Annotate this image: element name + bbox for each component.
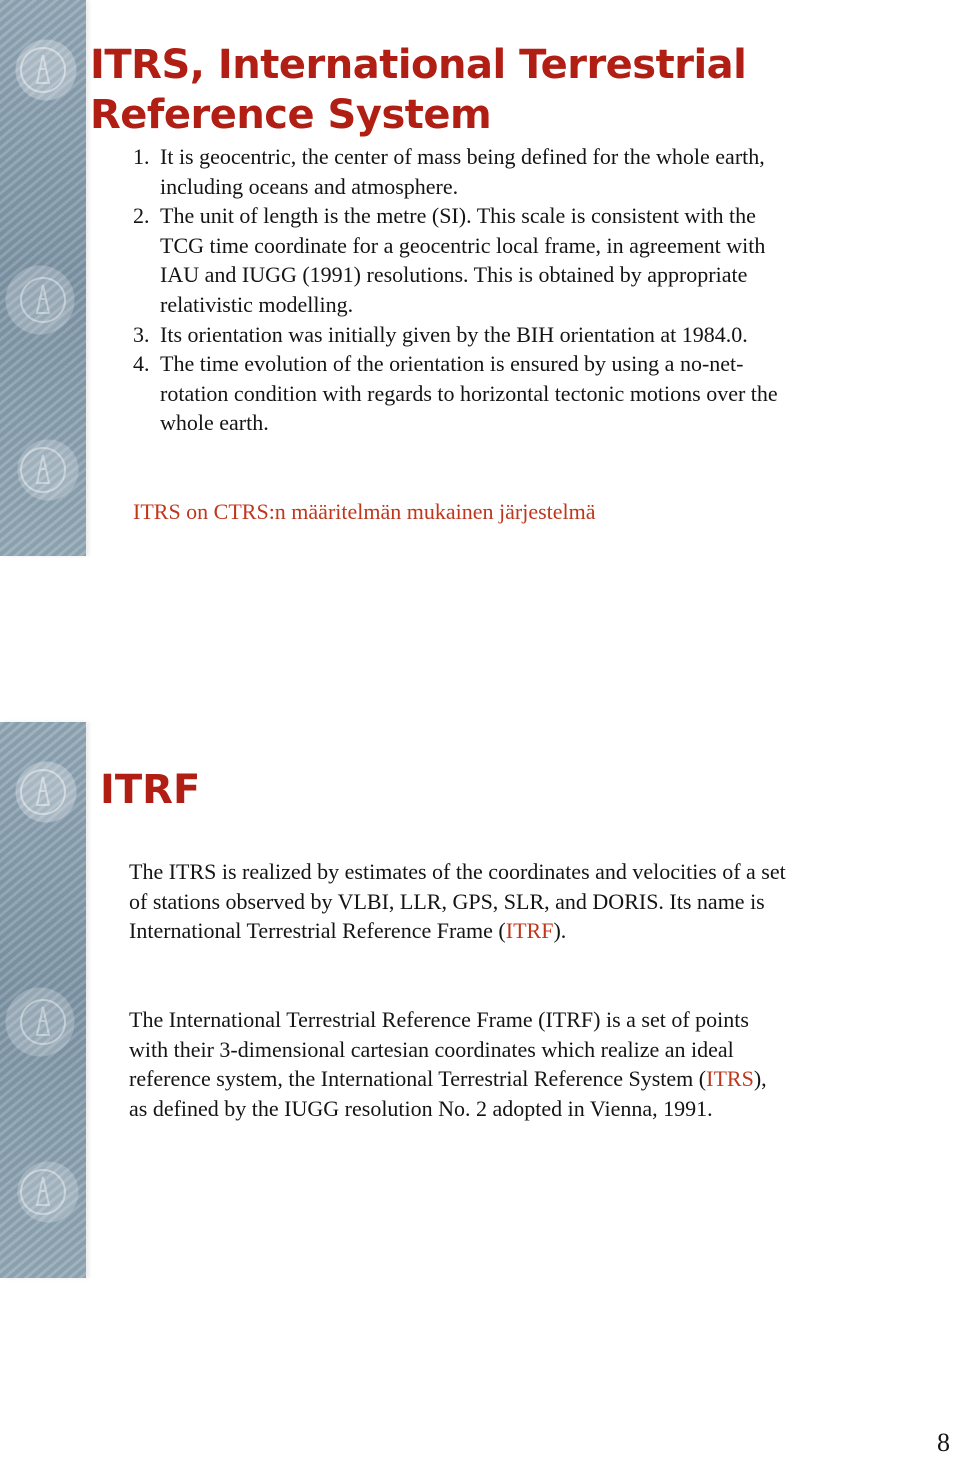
list-item-number: 4. bbox=[133, 351, 150, 377]
seal-emblem-icon bbox=[18, 445, 68, 495]
itrs-definition-list bbox=[133, 142, 783, 438]
list-item-text: It is geocentric, the center of mass being defined for the whole earth, including oceans and atmosphere. bbox=[160, 144, 765, 199]
list-item-number: 2. bbox=[133, 203, 150, 229]
finnish-note: ITRS on CTRS:n määritelmän mukainen järjestelmä bbox=[133, 499, 596, 524]
highlighted-term: ITRS bbox=[706, 1066, 754, 1092]
paragraph-text: ), as defined by the IUGG resolution No. 2 adopted in Vienna, 1991. bbox=[129, 1066, 767, 1121]
seal-emblem-icon bbox=[18, 45, 68, 95]
slide-title: ITRF bbox=[100, 767, 201, 813]
list-item-number: 1. bbox=[133, 144, 150, 169]
list-item-text: The time evolution of the orientation is ensured by using a no-net-rotation condition with regards to horizontal tectonic motions over the whole earth. bbox=[160, 351, 778, 436]
seal-emblem-icon bbox=[18, 997, 68, 1047]
list-item bbox=[133, 320, 783, 350]
paragraph-text: The ITRS is realized by estimates of the coordinates and velocities of a set of stations observed by VLBI, LLR, GPS, SLR, and DORIS. Its name is International Terrestrial Reference Frame ( bbox=[129, 859, 786, 944]
list-item-text: Its orientation was initially given by the BIH orientation at 1984.0. bbox=[160, 321, 748, 347]
slide-title: ITRS, International Terrestrial Reference System bbox=[90, 42, 747, 138]
itrf-paragraph bbox=[129, 1005, 789, 1123]
list-item bbox=[133, 201, 783, 319]
list-item-text: The unit of length is the metre (SI). This scale is consistent with the TCG time coordinate for a geocentric local frame, in agreement with IAU and IUGG (1991) resolutions. This is obtained by appropriate relativistic modelling. bbox=[160, 203, 766, 317]
highlighted-term: ITRF bbox=[505, 918, 554, 944]
list-item-number: 3. bbox=[133, 321, 150, 347]
itrf-paragraph bbox=[129, 857, 789, 946]
paragraph-text: ). bbox=[553, 918, 567, 944]
decorative-side-strip bbox=[0, 0, 86, 556]
seal-emblem-icon bbox=[18, 275, 68, 325]
page-number: 8 bbox=[937, 1428, 950, 1457]
list-item bbox=[133, 349, 783, 438]
seal-emblem-icon bbox=[18, 767, 68, 817]
paragraph-text: The International Terrestrial Reference Frame (ITRF) is a set of points with their 3-dimensional cartesian coordinates which realize an ideal reference system, the International Terrestrial Reference System ( bbox=[129, 1007, 749, 1092]
seal-emblem-icon bbox=[18, 1167, 68, 1217]
decorative-side-strip bbox=[0, 722, 86, 1278]
list-item bbox=[133, 142, 783, 201]
